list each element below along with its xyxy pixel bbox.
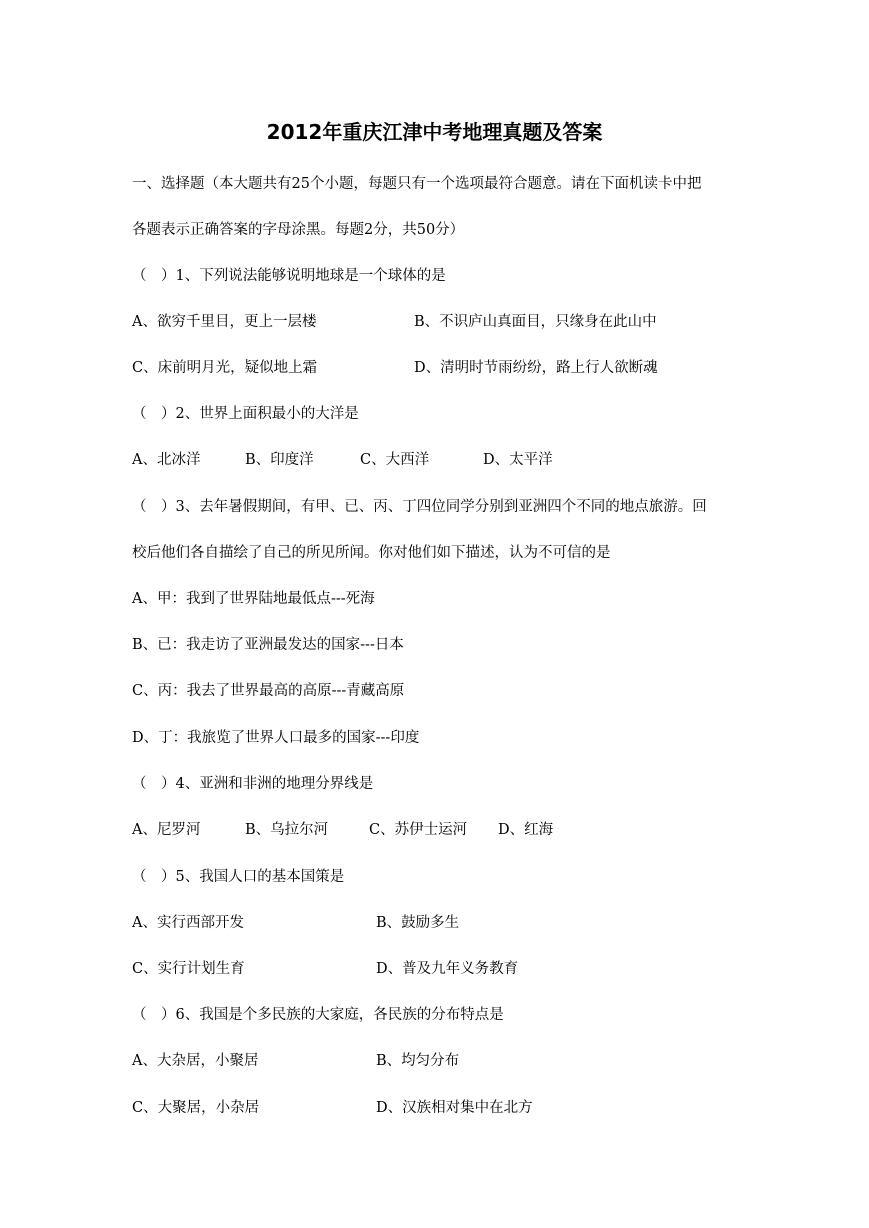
question-3-option-d: D、丁：我旅览了世界人口最多的国家---印度 [132, 730, 420, 746]
question-4-option-b: B、乌拉尔河 [245, 822, 329, 838]
question-6-option-d: D、汉族相对集中在北方 [376, 1100, 533, 1116]
section-instructions-line-2: 各题表示正确答案的字母涂黑。每题2分，共50分） [132, 222, 465, 238]
question-2-option-b: B、印度洋 [245, 452, 314, 468]
question-2-option-d: D、太平洋 [483, 452, 553, 468]
question-6-option-c: C、大聚居，小杂居 [132, 1100, 260, 1116]
question-5-option-c: C、实行计划生育 [132, 961, 245, 977]
question-6-option-a: A、大杂居，小聚居 [132, 1053, 259, 1069]
question-5-option-b: B、鼓励多生 [376, 915, 460, 931]
question-2-stem: （ ）2、世界上面积最小的大洋是 [132, 406, 359, 422]
question-3-stem: （ ）3、去年暑假期间，有甲、已、丙、丁四位同学分别到亚洲四个不同的地点旅游。回 [132, 499, 707, 515]
question-3-option-a: A、甲：我到了世界陆地最低点---死海 [132, 591, 375, 607]
page-title: 2012年重庆江津中考地理真题及答案 [266, 120, 603, 144]
question-3-stem-continued: 校后他们各自描绘了自己的所见所闻。你对他们如下描述，认为不可信的是 [132, 545, 611, 561]
question-3-option-c: C、丙：我去了世界最高的高原---青藏高原 [132, 683, 405, 699]
question-1-option-b: B、不识庐山真面目，只缘身在此山中 [414, 314, 657, 330]
question-6-option-b: B、均匀分布 [376, 1053, 460, 1069]
question-1-stem: （ ）1、下列说法能够说明地球是一个球体的是 [132, 268, 446, 284]
question-5-option-a: A、实行西部开发 [132, 915, 244, 931]
question-2-option-a: A、北冰洋 [132, 452, 201, 468]
question-3-option-b: B、已：我走访了亚洲最发达的国家---日本 [132, 637, 404, 653]
question-4-option-c: C、苏伊士运河 [369, 822, 468, 838]
question-4-option-d: D、红海 [498, 822, 554, 838]
question-2-option-c: C、大西洋 [360, 452, 430, 468]
question-6-stem: （ ）6、我国是个多民族的大家庭，各民族的分布特点是 [132, 1007, 504, 1023]
question-1-option-c: C、床前明月光，疑似地上霜 [132, 360, 318, 376]
question-1-option-a: A、欲穷千里目，更上一层楼 [132, 314, 317, 330]
question-5-stem: （ ）5、我国人口的基本国策是 [132, 869, 345, 885]
question-5-option-d: D、普及九年义务教育 [376, 961, 519, 977]
question-1-option-d: D、清明时节雨纷纷，路上行人欲断魂 [414, 360, 658, 376]
section-instructions-line-1: 一、选择题（本大题共有25个小题，每题只有一个选项最符合题意。请在下面机读卡中把 [132, 176, 702, 192]
question-4-option-a: A、尼罗河 [132, 822, 201, 838]
question-4-stem: （ ）4、亚洲和非洲的地理分界线是 [132, 776, 374, 792]
